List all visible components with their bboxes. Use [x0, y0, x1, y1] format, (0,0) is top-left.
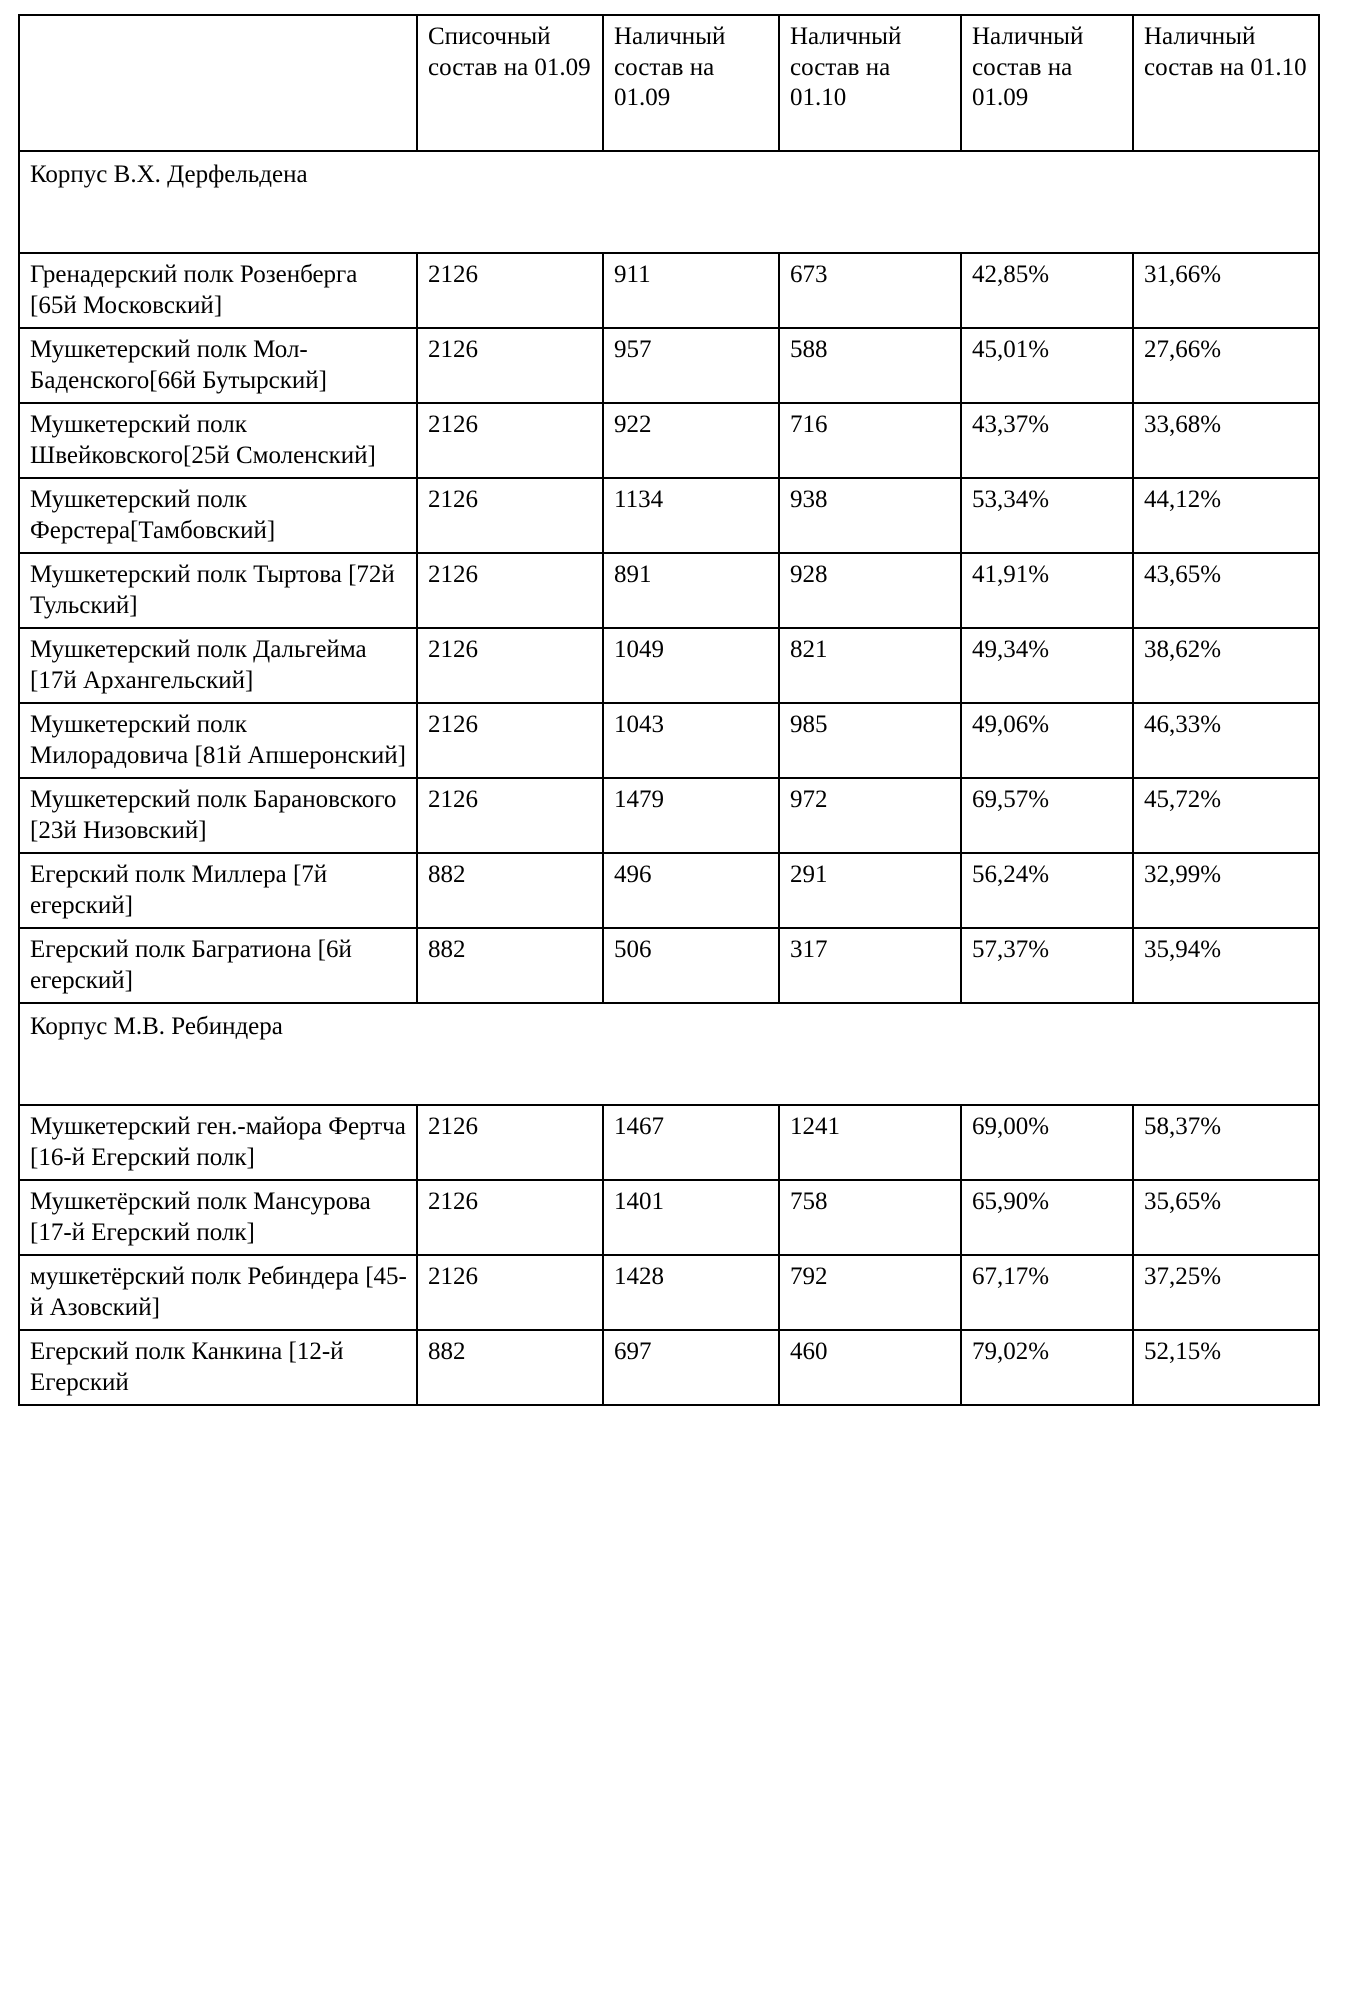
cell-percent-0109: 43,37% — [961, 403, 1133, 478]
cell-present-0109: 891 — [603, 553, 779, 628]
table-header — [19, 15, 1319, 151]
regiment-name-cell: Мушкетерский полк Мол-Баденского[66й Бутырский] — [19, 328, 417, 403]
regiment-name-cell: Мушкетерский полк Милорадовича [81й Апшеронский] — [19, 703, 417, 778]
cell-listed-0109: 2126 — [417, 628, 603, 703]
column-header-listed-0109: Списочный состав на 01.09 — [417, 15, 603, 151]
cell-present-0110: 938 — [779, 478, 961, 553]
regiment-name-cell: Мушкетерский полк Швейковского[25й Смоленский] — [19, 403, 417, 478]
cell-percent-0109: 56,24% — [961, 853, 1133, 928]
cell-present-0110: 985 — [779, 703, 961, 778]
cell-listed-0109: 2126 — [417, 1105, 603, 1180]
cell-percent-0109: 57,37% — [961, 928, 1133, 1003]
regiment-name-cell: мушкетёрский полк Ребиндера [45-й Азовский] — [19, 1255, 417, 1330]
regiment-name-cell: Мушкетёрский полк Мансурова [17-й Егерский полк] — [19, 1180, 417, 1255]
cell-percent-0109: 69,00% — [961, 1105, 1133, 1180]
cell-percent-0110: 46,33% — [1133, 703, 1319, 778]
cell-present-0110: 588 — [779, 328, 961, 403]
cell-percent-0110: 43,65% — [1133, 553, 1319, 628]
cell-present-0109: 697 — [603, 1330, 779, 1405]
table-row — [19, 853, 1319, 928]
regiment-name-cell: Мушкетерский полк Ферстера[Тамбовский] — [19, 478, 417, 553]
cell-percent-0110: 38,62% — [1133, 628, 1319, 703]
cell-listed-0109: 2126 — [417, 778, 603, 853]
table-row — [19, 403, 1319, 478]
cell-percent-0110: 37,25% — [1133, 1255, 1319, 1330]
cell-percent-0110: 35,94% — [1133, 928, 1319, 1003]
cell-listed-0109: 2126 — [417, 703, 603, 778]
column-header-name — [19, 15, 417, 151]
regiment-name-cell: Гренадерский полк Розенберга [65й Московский] — [19, 253, 417, 328]
cell-percent-0109: 42,85% — [961, 253, 1133, 328]
cell-percent-0110: 58,37% — [1133, 1105, 1319, 1180]
regiment-name-cell: Егерский полк Канкина [12-й Егерский — [19, 1330, 417, 1405]
cell-listed-0109: 882 — [417, 928, 603, 1003]
cell-listed-0109: 882 — [417, 1330, 603, 1405]
cell-present-0109: 1428 — [603, 1255, 779, 1330]
regiment-name-cell: Мушкетерский полк Барановского [23й Низовский] — [19, 778, 417, 853]
regiment-strength-table — [18, 14, 1320, 1406]
cell-present-0110: 758 — [779, 1180, 961, 1255]
cell-present-0109: 1401 — [603, 1180, 779, 1255]
cell-present-0109: 1049 — [603, 628, 779, 703]
cell-percent-0109: 41,91% — [961, 553, 1133, 628]
cell-present-0110: 928 — [779, 553, 961, 628]
table-row — [19, 928, 1319, 1003]
cell-present-0110: 792 — [779, 1255, 961, 1330]
regiment-name-cell: Мушкетерский ген.-майора Фертча [16-й Егерский полк] — [19, 1105, 417, 1180]
cell-percent-0110: 45,72% — [1133, 778, 1319, 853]
cell-present-0110: 317 — [779, 928, 961, 1003]
column-header-present-0109: Наличный состав на 01.09 — [603, 15, 779, 151]
cell-percent-0110: 27,66% — [1133, 328, 1319, 403]
cell-percent-0109: 45,01% — [961, 328, 1133, 403]
column-header-percent-0109: Наличный состав на 01.09 — [961, 15, 1133, 151]
cell-percent-0109: 53,34% — [961, 478, 1133, 553]
cell-present-0110: 716 — [779, 403, 961, 478]
cell-percent-0110: 35,65% — [1133, 1180, 1319, 1255]
section-label: Корпус М.В. Ребиндера — [19, 1003, 1319, 1105]
cell-percent-0109: 49,34% — [961, 628, 1133, 703]
table-body — [19, 151, 1319, 1405]
regiment-name-cell: Егерский полк Багратиона [6й егерский] — [19, 928, 417, 1003]
cell-percent-0109: 69,57% — [961, 778, 1133, 853]
cell-present-0109: 957 — [603, 328, 779, 403]
cell-present-0109: 1043 — [603, 703, 779, 778]
table-header-row — [19, 15, 1319, 151]
table-row — [19, 1180, 1319, 1255]
cell-listed-0109: 2126 — [417, 253, 603, 328]
regiment-name-cell: Егерский полк Миллера [7й егерский] — [19, 853, 417, 928]
cell-present-0109: 506 — [603, 928, 779, 1003]
cell-listed-0109: 2126 — [417, 1255, 603, 1330]
table-section-row — [19, 1003, 1319, 1105]
cell-present-0109: 911 — [603, 253, 779, 328]
table-row — [19, 628, 1319, 703]
cell-present-0110: 291 — [779, 853, 961, 928]
section-label: Корпус В.Х. Дерфельдена — [19, 151, 1319, 253]
cell-present-0110: 673 — [779, 253, 961, 328]
table-row — [19, 1330, 1319, 1405]
cell-percent-0110: 44,12% — [1133, 478, 1319, 553]
cell-present-0109: 1134 — [603, 478, 779, 553]
table-row — [19, 1105, 1319, 1180]
table-row — [19, 328, 1319, 403]
table-row — [19, 703, 1319, 778]
cell-percent-0109: 49,06% — [961, 703, 1133, 778]
column-header-percent-0110: Наличный состав на 01.10 — [1133, 15, 1319, 151]
cell-percent-0109: 79,02% — [961, 1330, 1133, 1405]
table-section-row — [19, 151, 1319, 253]
cell-listed-0109: 2126 — [417, 328, 603, 403]
regiment-name-cell: Мушкетерский полк Дальгейма [17й Архангельский] — [19, 628, 417, 703]
cell-percent-0109: 65,90% — [961, 1180, 1133, 1255]
cell-present-0109: 1479 — [603, 778, 779, 853]
cell-percent-0110: 32,99% — [1133, 853, 1319, 928]
cell-present-0110: 460 — [779, 1330, 961, 1405]
cell-present-0109: 496 — [603, 853, 779, 928]
cell-listed-0109: 2126 — [417, 553, 603, 628]
table-row — [19, 553, 1319, 628]
regiment-name-cell: Мушкетерский полк Тыртова [72й Тульский] — [19, 553, 417, 628]
cell-present-0110: 821 — [779, 628, 961, 703]
column-header-present-0110: Наличный состав на 01.10 — [779, 15, 961, 151]
cell-percent-0110: 33,68% — [1133, 403, 1319, 478]
cell-percent-0110: 52,15% — [1133, 1330, 1319, 1405]
table-row — [19, 478, 1319, 553]
cell-present-0110: 972 — [779, 778, 961, 853]
cell-percent-0109: 67,17% — [961, 1255, 1133, 1330]
cell-present-0109: 922 — [603, 403, 779, 478]
cell-listed-0109: 2126 — [417, 1180, 603, 1255]
table-row — [19, 1255, 1319, 1330]
cell-present-0109: 1467 — [603, 1105, 779, 1180]
table-row — [19, 253, 1319, 328]
cell-listed-0109: 2126 — [417, 478, 603, 553]
cell-present-0110: 1241 — [779, 1105, 961, 1180]
cell-listed-0109: 2126 — [417, 403, 603, 478]
cell-percent-0110: 31,66% — [1133, 253, 1319, 328]
cell-listed-0109: 882 — [417, 853, 603, 928]
table-row — [19, 778, 1319, 853]
